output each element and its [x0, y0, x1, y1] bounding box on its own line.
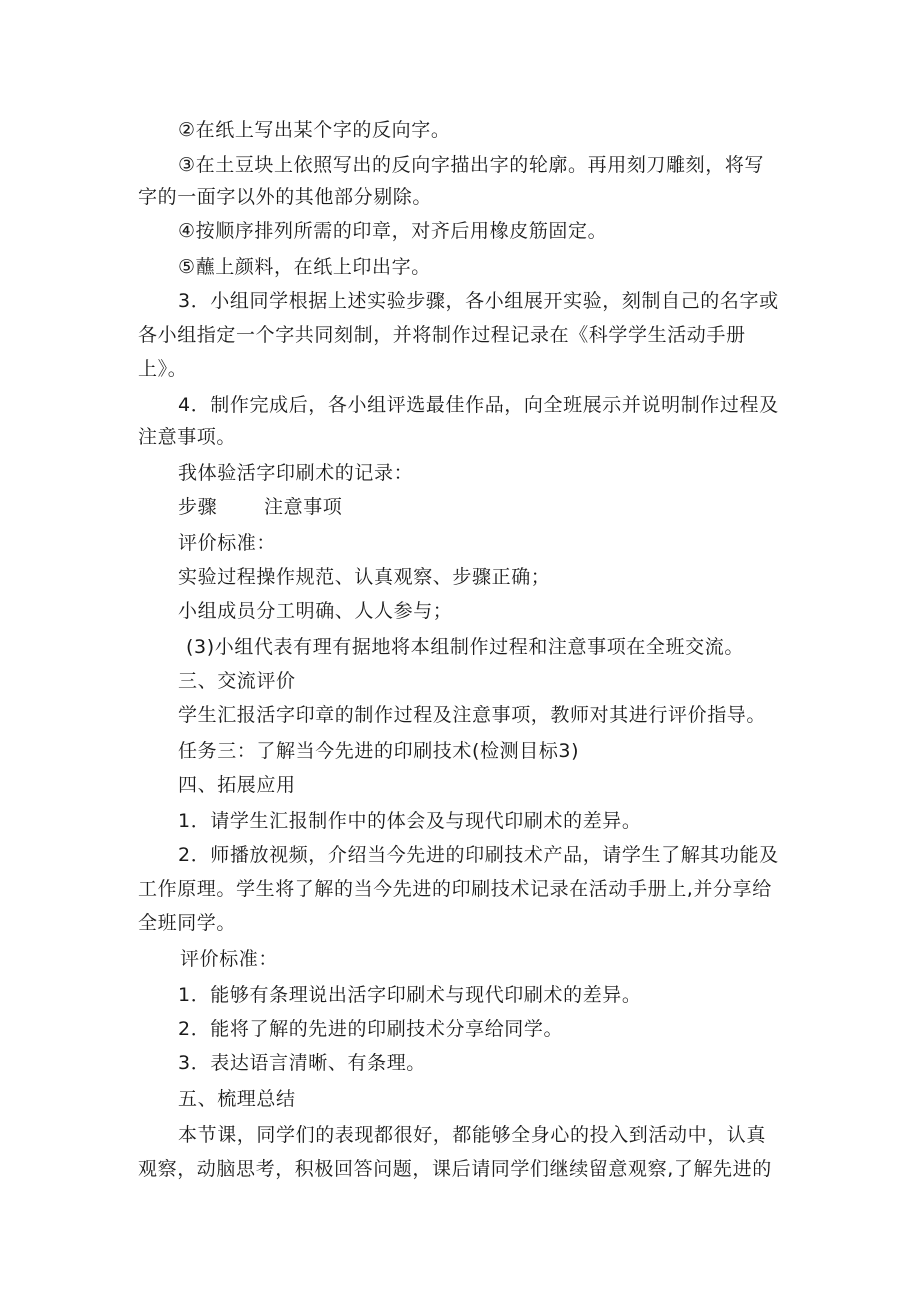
text-line-step-5: ⑤蘸上颜料，在纸上印出字。 [178, 256, 431, 278]
text-line-step-3: ③在土豆块上依照写出的反向字描出字的轮廓。再用刻刀雕刻，将写 [178, 154, 765, 176]
text-line-summary: 本节课，同学们的表现都很好，都能够全身心的投入到活动中，认真 [178, 1124, 767, 1146]
text-line-criteria-2: 小组成员分工明确、人人参与； [178, 600, 453, 622]
text-line-item-3-cont: 各小组指定一个字共同刻制，并将制作过程记录在《科学学生活动手册 [138, 324, 746, 346]
text-line-record-heading: 我体验活字印刷术的记录： [178, 462, 414, 484]
text-line-task-3: 任务三：了解当今先进的印刷技术(检测目标3) [178, 740, 580, 762]
text-line-item-3: 3．小组同学根据上述实验步骤，各小组展开实验，刻制自己的名字或 [178, 290, 779, 312]
text-line-step-2: ②在纸上写出某个字的反向字。 [178, 119, 451, 141]
table-header-notes: 注意事项 [264, 496, 343, 518]
text-line-ext-2-cont: 工作原理。学生将了解的当今先进的印刷技术记录在活动手册上,并分享给 [138, 878, 772, 900]
text-line-item-4-cont: 注意事项。 [138, 426, 237, 448]
text-line-ext-1: 1．请学生汇报制作中的体会及与现代印刷术的差异。 [178, 810, 642, 832]
text-line-criteria2-2: 2．能将了解的先进的印刷技术分享给同学。 [178, 1018, 564, 1040]
text-line-item-3-cont2: 上》。 [138, 358, 188, 380]
text-line-section-3-body: 学生汇报活字印章的制作过程及注意事项，教师对其进行评价指导。 [178, 704, 767, 726]
section-heading-5: 五、梳理总结 [178, 1088, 296, 1110]
section-heading-3: 三、交流评价 [178, 670, 296, 692]
table-header-steps: 步骤 [178, 496, 218, 518]
text-line-criteria-heading-2: 评价标准： [180, 948, 279, 970]
section-heading-4: 四、拓展应用 [178, 774, 296, 796]
text-line-criteria2-1: 1．能够有条理说出活字印刷术与现代印刷术的差异。 [178, 984, 642, 1006]
text-line-criteria-1: 实验过程操作规范、认真观察、步骤正确； [178, 566, 551, 588]
text-line-summary-cont: 观察，动脑思考，积极回答问题，课后请同学们继续留意观察,了解先进的 [138, 1158, 772, 1180]
text-line-criteria2-3: 3．表达语言清晰、有条理。 [178, 1052, 426, 1074]
text-line-criteria-heading: 评价标准： [178, 532, 277, 554]
text-line-step-3-cont: 字的一面字以外的其他部分剔除。 [138, 186, 433, 208]
text-line-criteria-3: (3)小组代表有理有据地将本组制作过程和注意事项在全班交流。 [186, 636, 744, 658]
text-line-ext-2: 2．师播放视频，介绍当今先进的印刷技术产品，请学生了解其功能及 [178, 844, 779, 866]
text-line-step-4: ④按顺序排列所需的印章，对齐后用橡皮筋固定。 [178, 220, 608, 242]
text-line-ext-2-cont2: 全班同学。 [138, 912, 237, 934]
text-line-item-4: 4．制作完成后，各小组评选最佳作品，向全班展示并说明制作过程及 [178, 394, 779, 416]
